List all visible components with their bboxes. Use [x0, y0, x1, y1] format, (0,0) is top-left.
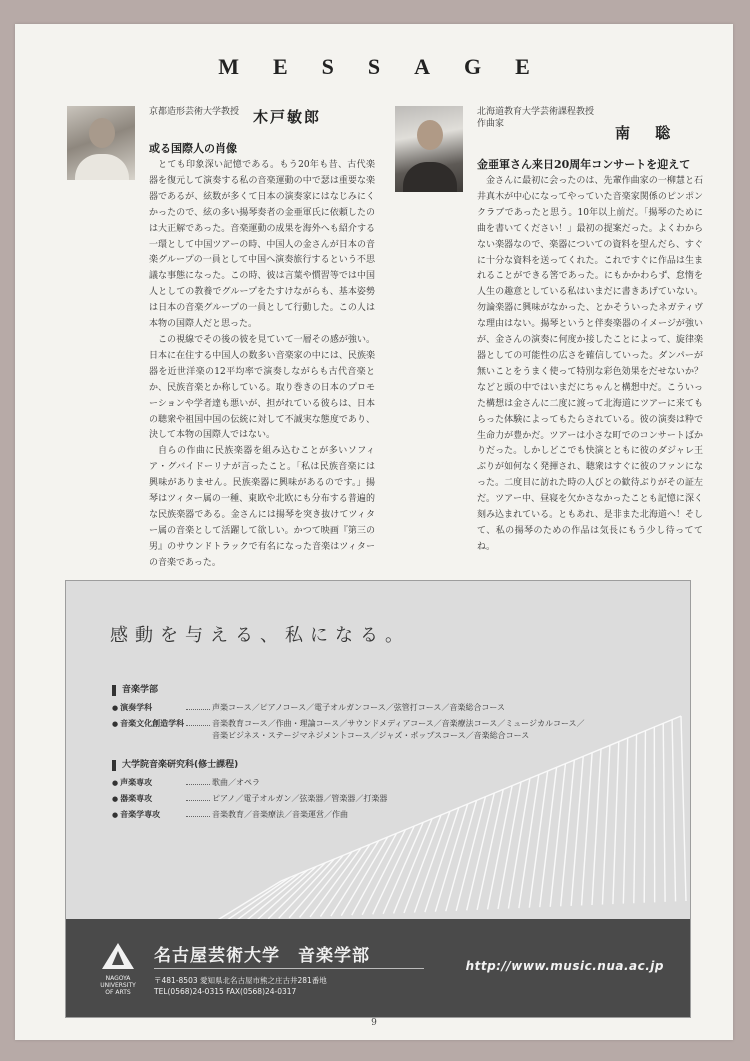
contact-line: TEL(0568)24-0315 FAX(0568)24-0317 [154, 987, 297, 996]
course-line: 音楽教育コース／作曲・理論コース／サウンドメディアコース／音楽療法コース／ミュージカルコース／ [212, 719, 585, 728]
piano-key-line [352, 833, 397, 915]
course-list [112, 685, 672, 825]
logo-line: OF ARTS [105, 989, 131, 996]
department-row [112, 793, 672, 805]
row-courses [212, 718, 672, 742]
document-page [15, 24, 733, 1040]
page-number: 9 [371, 1018, 377, 1028]
department-title: 大学院音楽研究科(修士課程) [112, 760, 672, 771]
photo-body [75, 154, 129, 180]
row-courses [212, 809, 672, 821]
ad-slogan: 感動を与える、私になる。 [110, 625, 410, 646]
row-courses [212, 702, 672, 714]
row-name: ● 器楽専攻 [112, 793, 186, 805]
row-name: ● 音楽学専攻 [112, 809, 186, 821]
department-row [112, 809, 672, 821]
article-subtitle: 金亜軍さん来日20周年コンサートを迎えて [477, 158, 691, 171]
course-line: 音楽教育／音楽療法／音楽運営／作曲 [212, 810, 348, 819]
course-line: 音楽ビジネス・ステージマネジメントコース／ジャズ・ポップスコース／音楽総合コース [212, 731, 530, 740]
paragraph: 金さんに最初に会ったのは、先輩作曲家の一柳慧と石井真木が中心になってやっていた音楽家関係のピンポンクラブであったと思う。10年以上前だ。「揚琴のために曲を書いてください！」最初の提案だった。よくわからない楽器なので、楽器についての資料を望んだら、すぐに十分な資料を送ってくれた。これですぐに作品は生まれることができる筈であった。にもかかわらず、怠惰を人生の趣意としている私はいまだに書きあげていない。勿論楽器に興味がなかった、とかそういったネガティヴな理由はない。揚琴というと伴奏楽器のイメージが強いが、金さんの演奏に何度か接したことによって、旋律楽器としての可能性の広さを確信していった。ダンパーが無いことをうまく使って特別な彩色効果をだせないか？などと頭の中ではいまだにちゃんと構想中だ。こういった構想は金さんに二度に渡って北海道にツアーに来てもらった体験によってもたらされている。彼の演奏は粋で生命力が豊かだ。ツアーは小さな町でのコンサートばかりだった。しかしどこでも快演とともに彼のダジャレ王ぶりが如何なく発揮され、聴衆はすぐに彼のファンになった。二度目に訪れた時の人びとの歓待ぶりがその証左だ。ツアー中、昼寝を欠かさなかったことも記憶に深く刻み込まれている。ともあれ、是非また北海道へ！そして、私の揚琴のための作品は気長にもう少し待っててね。 [477, 176, 703, 552]
affiliation-line: 作曲家 [477, 119, 505, 129]
photo-body [403, 162, 457, 192]
author-photo-minami [395, 106, 463, 192]
department-row [112, 718, 672, 742]
course-line: 声楽コース／ピアノコース／電子オルガンコース／弦管打コース／音楽総合コース [212, 703, 505, 712]
row-name: ● 音楽文化創造学科 [112, 718, 186, 742]
row-name: ● 声楽専攻 [112, 777, 186, 789]
page-title: MESSAGE [218, 54, 564, 79]
dot-leader [186, 718, 210, 726]
university-advertisement [65, 580, 691, 1018]
logo-line: UNIVERSITY [100, 982, 136, 989]
paragraph: この視線でその後の彼を見ていて一層その感が強い。日本に在住する中国人の数多い音楽家の中には、民族楽器を近世洋楽の12平均率で演奏しながらも古代音楽とか、民族音楽とか称している。取り巻きの日本のプロモーションや学者達も悪いが、担がれている彼らは、日本の聴衆や祖国中国の伝統に対して不誠実な態度であり、決して本物の国際人ではない。 [149, 334, 375, 441]
article-body [149, 158, 375, 572]
piano-key-line [247, 870, 307, 920]
dot-leader [186, 809, 210, 817]
department-row [112, 777, 672, 789]
department-title: 音楽学部 [112, 685, 672, 696]
article-subtitle: 或る国際人の肖像 [149, 142, 237, 155]
author-affiliation [477, 106, 594, 130]
author-name: 木戸敏郎 [253, 108, 322, 126]
logo-line: NAGOYA [105, 975, 131, 982]
dot-leader [186, 702, 210, 710]
row-courses [212, 793, 672, 805]
piano-key-line [672, 720, 675, 902]
article-body [477, 174, 703, 556]
affiliation-line: 北海道教育大学芸術課程教授 [477, 107, 595, 117]
row-name: ● 演奏学科 [112, 702, 186, 714]
spacer [112, 746, 672, 760]
dot-leader [186, 777, 210, 785]
course-line: 歌曲／オペラ [212, 778, 260, 787]
photo-head [89, 118, 115, 148]
course-line: ピアノ／電子オルガン／弦楽器／管楽器／打楽器 [212, 794, 388, 803]
ad-footer [66, 919, 690, 1017]
logo-text [86, 975, 150, 996]
paragraph: とても印象深い記憶である。もう20年も昔、古代楽器を復元して演奏する私の音楽運動の中で瑟は重要な楽器であるが、絃数が多くて日本の演奏家にはなじみにくかったので、絃の多い揚琴奏者の金亜軍氏に依頼したのは大正解であった。音楽運動の成果を海外へも紹介する一環として中国ツアーの時、中国人の金さんが日本の音楽グループの一員として中国へ演奏旅行するという不思議な事態になった。この時、彼は言葉や慣習等では中国人としての教養でグループをたすけながらも、基本姿勢は日本の音楽グループの一員として行動した。この人は本物の国際人だと思った。 [149, 160, 375, 330]
department-row [112, 702, 672, 714]
author-affiliation: 京都造形芸術大学教授 [149, 107, 240, 117]
piano-key-line [237, 874, 299, 920]
author-name: 南 聡 [615, 124, 681, 142]
university-logo-icon [102, 943, 134, 969]
row-courses [212, 777, 672, 789]
address-line: 〒481-8503 愛知県北名古屋市熊之庄古井281番地 [154, 976, 327, 985]
author-photo-kido [67, 106, 135, 180]
paragraph: 自らの作曲に民族楽器を組み込むことが多いソフィア・グバイドーリナが言ったこと。「私は民族音楽には興味がありません。民族楽器に興味があるのです。」揚琴はツィター属の一種、東欧や北欧にも分布する普遍的な民族楽器である。金さんには揚琴を突き抜けてツィター属の音楽として活躍して欲しい。かつて映画『第三の男』のサウンドトラックで有名になった音楽はツィターの音楽であった。 [149, 446, 375, 568]
photo-head [417, 120, 443, 150]
divider [154, 968, 424, 969]
piano-key-line [681, 716, 686, 901]
website-link[interactable]: http://www.music.nua.ac.jp [465, 959, 664, 973]
university-name: 名古屋芸術大学 音楽学部 [154, 946, 370, 966]
piano-key-line [414, 811, 449, 912]
dot-leader [186, 793, 210, 801]
piano-key-line [404, 815, 441, 913]
address [154, 975, 327, 997]
